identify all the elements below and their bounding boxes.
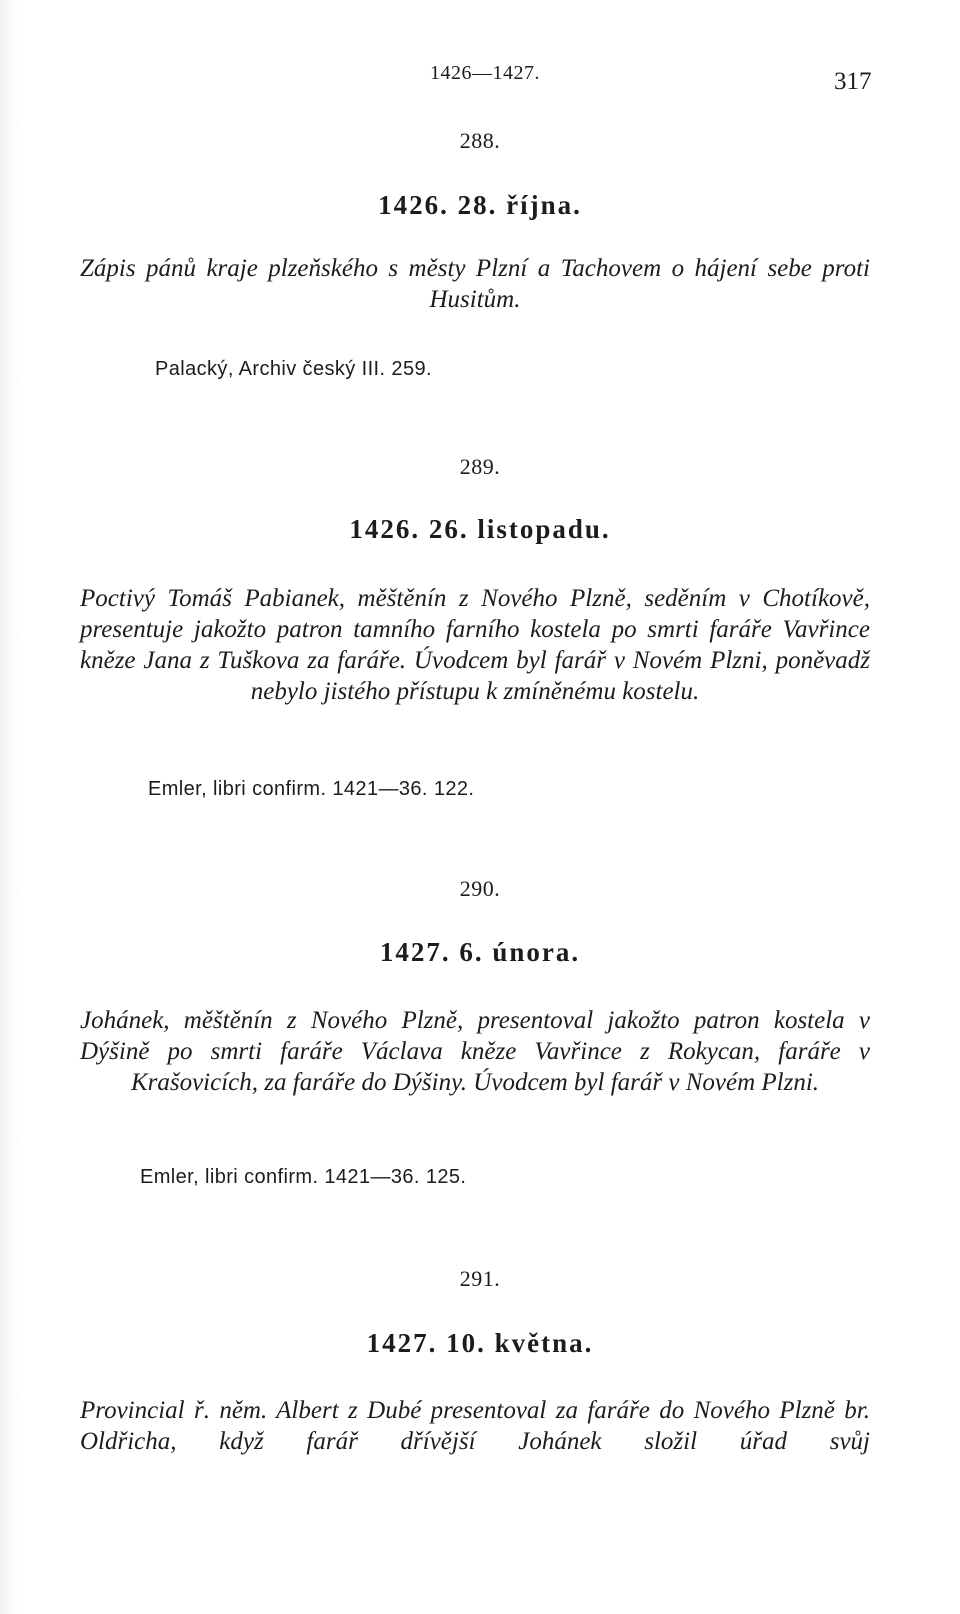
entry-number-291: 291. xyxy=(459,1266,501,1291)
entry-source-290: Emler, libri confirm. 1421—36. 125. xyxy=(140,1166,467,1188)
entry-date-291: 1427. 10. května. xyxy=(366,1328,594,1358)
entry-date-288: 1426. 28. října. xyxy=(378,190,582,220)
entry-text-288: Zápis pánů kraje plzeňského s městy Plzní a Tachovem o hájení sebe proti Husitům. xyxy=(80,255,870,313)
entry-number-289: 289. xyxy=(459,454,501,479)
entry-text-289: Poctivý Tomáš Pabianek, měštěnín z Nového Plzně, seděním v Chotíkově, presentuje jakožto patron tamního farního kostela po smrti faráře Vavřince kněze Jana z Tuškova za faráře. Úvodcem byl farář v Novém Plzni, poněvadž nebylo jistého přístupu k zmíněnému kostelu. xyxy=(80,585,870,705)
running-head: 1426—1427. xyxy=(430,62,540,84)
entry-source-289: Emler, libri confirm. 1421—36. 122. xyxy=(148,778,475,800)
entry-text-290: Johánek, měštěnín z Nového Plzně, presentoval jakožto patron kostela v Dýšině po smrti faráře Václava kněze Vavřince z Rokycan, faráře v Krašovicích, za faráře do Dýšiny. Úvodcem byl farář v Novém Plzni. xyxy=(80,1007,870,1096)
entry-number-290: 290. xyxy=(459,876,501,901)
entry-source-288: Palacký, Archiv český III. 259. xyxy=(155,358,432,380)
entry-date-289: 1426. 26. listopadu. xyxy=(349,514,611,544)
entry-date-290: 1427. 6. února. xyxy=(379,937,581,967)
entry-number-288: 288. xyxy=(459,128,501,153)
entry-text-291: Provincial ř. něm. Albert z Dubé presentoval za faráře do Nového Plzně br. Oldřicha, když farář dřívější Johánek složil úřad svůj xyxy=(80,1397,870,1455)
page-number: 317 xyxy=(834,68,872,95)
